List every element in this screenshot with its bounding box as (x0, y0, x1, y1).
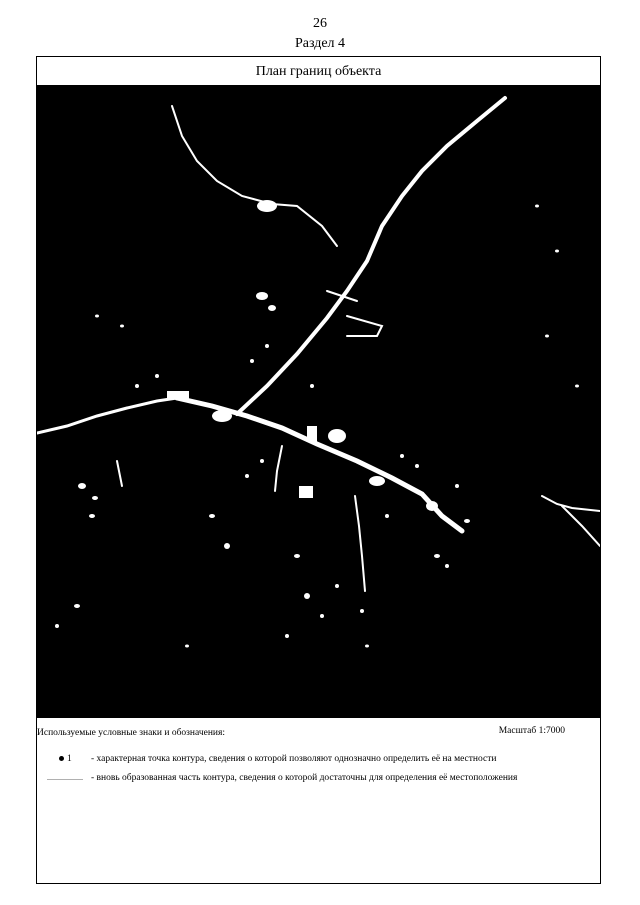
map-image (37, 86, 600, 718)
point-symbol-label: 1 (67, 754, 72, 764)
satellite-map (37, 86, 600, 718)
point-description: - характерная точка контура, сведения о которой позволяют однозначно определить её на местности (91, 754, 497, 764)
contour-line-icon (47, 779, 83, 780)
plan-title: План границ объекта (37, 57, 600, 86)
scale-label: Масштаб 1:7000 (498, 726, 565, 736)
legend-heading: Используемые условные знаки и обозначения: (37, 728, 226, 738)
page-number: 26 (313, 16, 327, 31)
line-description: - вновь образованная часть контура, сведения о которой достаточны для определения её местоположения (91, 773, 518, 783)
section-title: Раздел 4 (294, 36, 346, 51)
plan-frame (36, 56, 601, 884)
point-symbol (59, 754, 72, 764)
point-dot-icon (59, 756, 64, 761)
